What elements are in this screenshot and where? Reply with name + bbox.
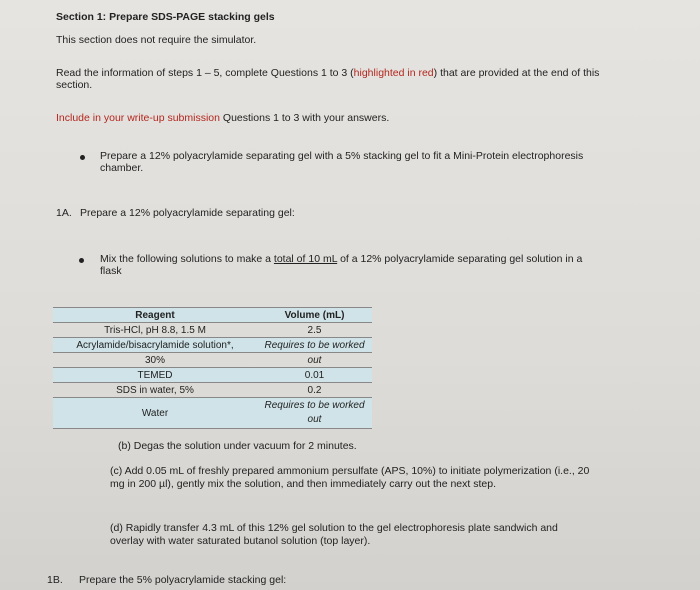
volume-cell: 0.01 xyxy=(257,368,372,383)
header-volume: Volume (mL) xyxy=(257,308,372,323)
step-1a-number: 1A. xyxy=(56,207,72,219)
bullet2-line2: flask xyxy=(100,265,122,277)
table-row xyxy=(53,383,372,398)
no-simulator-note: This section does not require the simulator. xyxy=(56,34,257,46)
table-row xyxy=(53,323,372,338)
include-highlight: Include in your write-up submission xyxy=(56,112,220,124)
reagent-table xyxy=(53,307,372,429)
read-info-line2: section. xyxy=(56,79,93,91)
reagent-cell: SDS in water, 5% xyxy=(53,383,257,398)
reagent-cell: Tris-HCl, pH 8.8, 1.5 M xyxy=(53,323,257,338)
step-b: (b) Degas the solution under vacuum for 2 minutes. xyxy=(118,440,357,452)
step-c-line2: mg in 200 µl), gently mix the solution, and then immediately carry out the next step. xyxy=(110,478,496,490)
read-info-highlight: highlighted in red xyxy=(353,67,434,79)
bullet2-underlined: total of 10 mL xyxy=(273,253,338,265)
reagent-cell: 30% xyxy=(53,353,257,368)
bullet2-line1 xyxy=(100,253,582,266)
step-c-line1: (c) Add 0.05 mL of freshly prepared ammonium persulfate (APS, 10%) to initiate polymerization (i.e., 20 xyxy=(110,465,590,477)
bullet2-text-b: of a 12% polyacrylamide separating gel solution in a xyxy=(337,253,583,265)
read-info-text-b: ) that are provided at the end of this xyxy=(433,67,600,79)
step-d-line1: (d) Rapidly transfer 4.3 mL of this 12% gel solution to the gel electrophoresis plate sandwich and xyxy=(110,522,558,534)
bullet-dot xyxy=(80,155,85,160)
step-1b-number: 1B. xyxy=(47,574,63,586)
volume-cell: 2.5 xyxy=(257,323,372,338)
table-header-row xyxy=(53,308,372,323)
volume-cell: out xyxy=(257,353,372,368)
section-title: Section 1: Prepare SDS-PAGE stacking gels xyxy=(56,11,275,23)
reagent-cell: Acrylamide/bisacrylamide solution*, xyxy=(53,338,257,353)
reagent-cell: Water xyxy=(53,398,257,429)
volume-cell: Requires to be worked xyxy=(257,338,372,353)
reagent-cell: TEMED xyxy=(53,368,257,383)
bullet1-line2: chamber. xyxy=(100,162,144,174)
include-rest: Questions 1 to 3 with your answers. xyxy=(220,112,390,124)
table-row xyxy=(53,338,372,353)
step-1a-heading: Prepare a 12% polyacrylamide separating gel: xyxy=(80,207,295,219)
table-row xyxy=(53,398,372,429)
bullet2-text-a: Mix the following solutions to make a xyxy=(100,253,274,265)
volume-cell xyxy=(257,398,372,429)
volume-text: Requires to be worked xyxy=(264,400,365,411)
table-row xyxy=(53,368,372,383)
include-note xyxy=(56,112,389,125)
bullet1-line1: Prepare a 12% polyacrylamide separating gel with a 5% stacking gel to fit a Mini-Protein electrophoresis xyxy=(100,150,584,162)
header-reagent: Reagent xyxy=(53,308,257,323)
read-info-text-a: Read the information of steps 1 – 5, complete Questions 1 to 3 ( xyxy=(56,67,354,79)
step-d-line2: overlay with water saturated butanol solution (top layer). xyxy=(110,535,371,547)
volume-cell: 0.2 xyxy=(257,383,372,398)
step-1b-heading: Prepare the 5% polyacrylamide stacking gel: xyxy=(79,574,287,586)
read-info-line1 xyxy=(56,67,599,80)
bullet-dot xyxy=(79,258,84,263)
volume-text: out xyxy=(307,414,322,425)
table-row xyxy=(53,353,372,368)
